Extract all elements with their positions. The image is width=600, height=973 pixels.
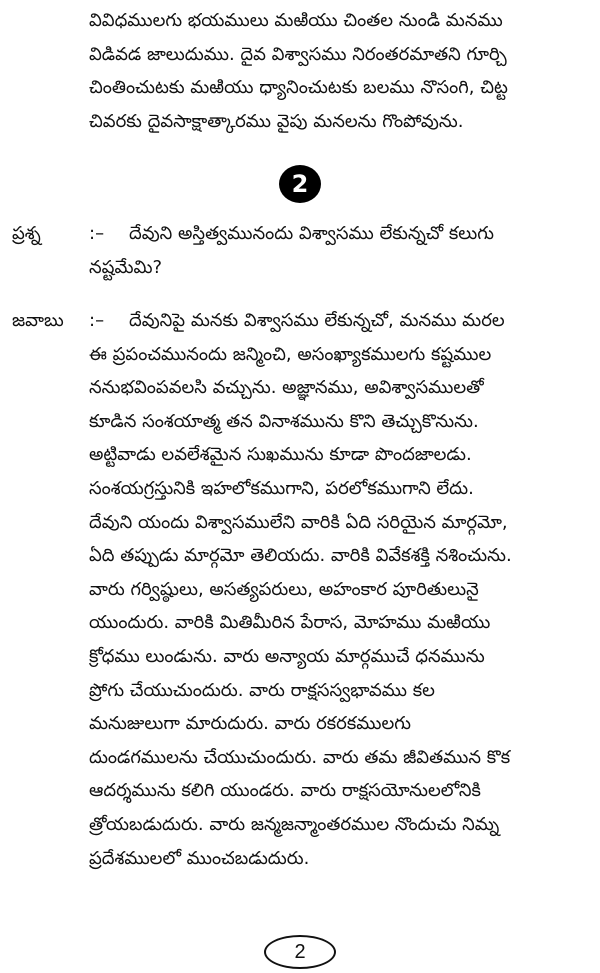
answer-line: ఏది తప్పుడు మార్గమో తెలియదు. వారికి వివేకశక్తి నశించును. — [89, 545, 512, 567]
answer-line: ప్రోగు చేయుచుందురు. వారు రాక్షసస్వభావము కల — [89, 679, 435, 701]
answer-line: త్రోయబడుదురు. వారు జన్మజన్మాంతరముల నొందుచు నిమ్న — [89, 813, 500, 835]
answer-line: మనుజులుగా మారుదురు. వారు రకరకములగు — [89, 713, 412, 735]
intro-paragraph — [89, 4, 589, 138]
question-text — [89, 217, 589, 284]
answer-text — [89, 304, 589, 875]
answer-line: వారు గర్విష్ఠులు, అసత్యపరులు, అహంకార పూరితులునై — [89, 578, 479, 600]
answer-line: క్రోధము లుండును. వారు అన్యాయ మార్గముచే ధనమును — [89, 645, 485, 667]
page-number: 2 — [264, 935, 336, 969]
section-number-badge: 2 — [279, 165, 321, 203]
answer-line: దేవుని యందు విశ్వాసములేని వారికి ఏది సరియైన మార్గమో, — [89, 511, 508, 533]
answer-label: జవాబు — [12, 310, 64, 331]
answer-separator: :– — [89, 310, 105, 331]
intro-line: వివిధములగు భయములు మఱియు చింతల నుండి మనము — [89, 10, 503, 31]
answer-line: ఈ ప్రపంచమునందు జన్మించి, అసంఖ్యాకములగు కష్టముల — [89, 343, 492, 365]
question-line: నష్టమేమి? — [89, 256, 163, 278]
answer-line: కూడిన సంశయాత్మ తన వినాశమును కొని తెచ్చుకొనును. — [89, 410, 479, 432]
question-label: ప్రశ్న — [12, 223, 41, 244]
intro-line: చివరకు దైవసాక్షాత్కారము వైపు మనలను గొంపోవును. — [89, 110, 464, 132]
answer-line: దుండగములను చేయుచుందురు. వారు తమ జీవితమున కొక — [89, 746, 511, 768]
answer-line: సంశయగ్రస్తునికి ఇహలోకముగాని, పరలోకముగాని లేదు. — [89, 477, 474, 499]
question-separator: :– — [89, 223, 105, 244]
answer-line: ఆదర్శమును కలిగి యుండరు. వారు రాక్షసయోనులలోనికి — [89, 780, 481, 802]
answer-line: ననుభవింపవలసి వచ్చును. అజ్ఞానము, అవిశ్వాసములతో — [89, 377, 484, 399]
answer-line: దేవునిపై మనకు విశ్వాసము లేకున్నచో, మనము మరల — [129, 310, 505, 331]
intro-line: విడివడ జాలుదుము. దైవ విశ్వాసము నిరంతరమాతని గూర్చి — [89, 43, 507, 65]
answer-line: యుందురు. వారికి మితిమీరిన పేరాస, మోహము మఱియు — [89, 612, 491, 634]
answer-line: అట్టివాడు లవలేశమైన సుఖమును కూడా పొందజాలడు. — [89, 444, 472, 466]
answer-line: ప్రదేశములలో ముంచబడుదురు. — [89, 847, 310, 869]
question-line: దేవుని అస్తిత్వమునందు విశ్వాసము లేకున్నచో కలుగు — [129, 223, 494, 244]
intro-line: చింతించుటకు మఱియు ధ్యానించుటకు బలము నొసంగి, చిట్ట — [89, 77, 508, 99]
